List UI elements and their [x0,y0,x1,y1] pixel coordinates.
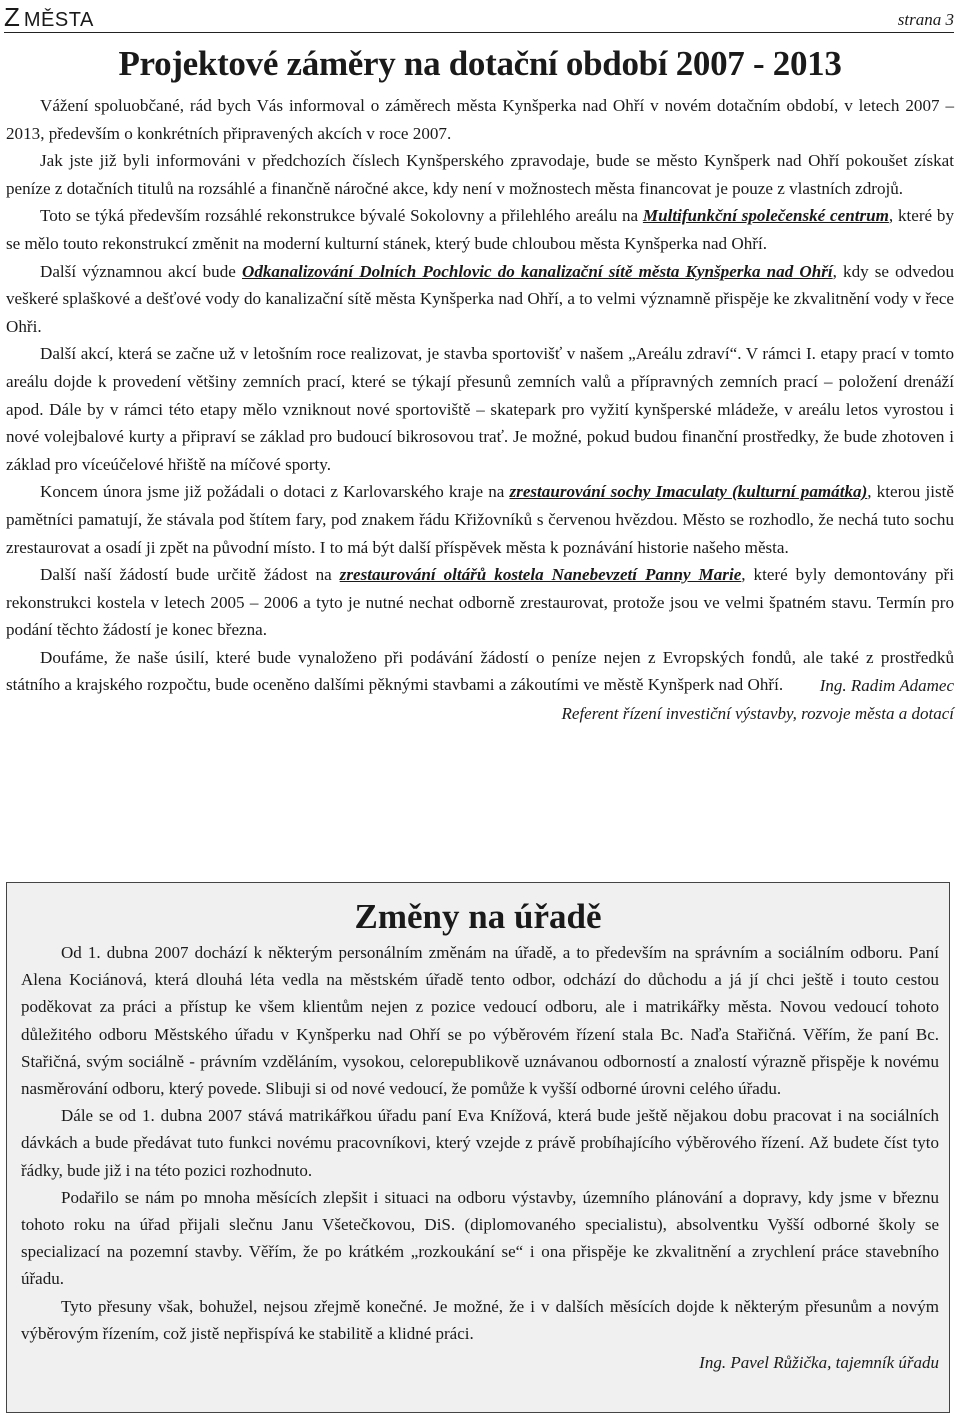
box-title: Změny na úřadě [354,897,602,936]
paragraph-text: , kterou jistě pamětníci pamatují, že stávala pod štítem fary, pod znakem řádu Křižovníků s červenou hvězdou. Město se rozhodlo, že nechá tuto sochu zrestaurovat a osadí ji zpět na původní místo. I to má být další příspěvek města k poznávání historie našeho města. [6,482,954,557]
paragraph: Vážení spoluobčané, rád bych Vás informoval o záměrech města Kynšperka nad Ohří v novém dotačním období, v letech 2007 – 2013, především o konkrétních připravených akcích v roce 2007. [6,96,954,143]
box-body [21,939,939,1377]
paragraph: Podařilo se nám po mnoha měsících zlepšit i situaci na odboru výstavby, územního plánování a dopravy, kdy jsme v březnu tohoto roku na úřad přijali slečnu Janu Všetečkovou, DiS. (diplomovaného specialistu), absolventku Vyšší odborné školy se specializací na pozemní stavby. Věřím, že po krátkém „rozkoukání se“ i ona přispěje ke zkvalitnění a zrychlení práce stavebního úřadu. [21,1187,939,1289]
article-body [6,92,954,727]
office-changes-box [6,882,950,1413]
paragraph [6,258,954,341]
project-highlight: Multifunkční společenské centrum [642,206,889,226]
paragraph: Doufáme, že naše úsilí, které bude vynaloženo při podávání žádostí o peníze nejen z Evropských fondů, ale také z prostředků státního a krajského rozpočtu, bude oceněno dalšími pěknými stavbami a zákoutími ve městě Kynšperk nad Ohří. [6,647,954,695]
paragraph-text: , kdy se odvedou veškeré splaškové a dešťové vody do kanalizační sítě města Kynšperka nad Ohří, a to velmi významně přispěje ke zkvalitnění vody v řece Ohři. [6,261,954,336]
paragraph [6,478,954,561]
author-name: Ing. Radim Adamec [819,676,954,696]
page-number: strana 3 [897,10,954,29]
project-highlight: Odkanalizování Dolních Pochlovic do kanalizační sítě města Kynšperka nad Ohří [241,261,833,281]
paragraph-text: Další významnou akcí bude [40,261,242,281]
paragraph: Jak jste již byli informováni v předchozích číslech Kynšperského zpravodaje, bude se město Kynšperk nad Ohří pokoušet získat peníze z dotačních titulů na rozsáhlé a finančně náročné akce, kdy není v možnostech města financovat je pouze z vlastních zdrojů. [6,151,954,198]
paragraph-text: Toto se týká především rozsáhlé rekonstrukce bývalé Sokolovny a přilehlého areálu na [40,206,643,226]
section-label [4,4,94,32]
paragraph-text: Další naší žádostí bude určitě žádost na [40,565,340,585]
paragraph [6,202,954,257]
project-highlight: zrestaurování oltářů kostela Nanebevzetí Panny Marie [339,565,742,585]
paragraph: Tyto přesuny však, bohužel, nejsou zřejmě konečné. Je možné, že i v dalších měsících dojde k některým přesunům a novým výběrovým řízením, což jistě nepřispívá ke stabilitě a klidné práci. [21,1296,939,1343]
paragraph: Od 1. dubna 2007 dochází k některým personálním změnám na úřadě, a to především na správním a sociálním odboru. Paní Alena Kociánová, která dlouhá léta vedla na městském úřadě tento odbor, odchází do důchodu a já jí chci ještě i touto cestou poděkovat za práci a přístup ke všem klientům nejen z pozice vedoucí odboru, ale i matrikářky města. Novou vedoucí tohoto důležitého odboru Městského úřadu v Kynšperku nad Ohří se po výběrovém řízení stala Bc. Naďa Stařičná. Věřím, že paní Bc. Stařičná, svým sociálně - právním vzděláním, vysokou, celorepublikově uznávanou odborností a znalostí výrazně přispěje k novému nasměrování odboru, který povede. Slibuji si od nové vedoucí, že pomůže k vyšší odborné úrovni celého úřadu. [21,943,939,1099]
project-highlight: zrestaurování sochy Imaculaty (kulturní památka) [509,482,868,502]
section-name: MĚSTA [23,9,94,31]
paragraph-text: Koncem února jsme již požádali o dotaci z Karlovarského kraje na [40,482,510,502]
paragraph-text: , které byly demontovány při rekonstrukci kostela v letech 2005 – 2006 a tyto je nutné nechat odborně zrestaurovat, protože jsou ve velmi špatném stavu. Termín pro podání těchto žádostí je konec března. [6,565,954,640]
article-title: Projektové záměry na dotační období 2007 - 2013 [118,44,842,83]
paragraph: Dále se od 1. dubna 2007 stává matrikářkou úřadu paní Eva Knížová, která bude ještě nějakou dobu pracovat i na sociálních dávkách a bude předávat tuto funkci novému pracovníkovi, který vzejde z právě probíhajícího výběrového řízení. Až budete číst tyto řádky, bude již i na této pozici rozhodnuto. [21,1106,939,1180]
page-header [4,2,954,33]
paragraph: Další akcí, která se začne už v letošním roce realizovat, je stavba sportovišť v našem „Areálu zdraví“. V rámci I. etapy prací v tomto areálu dojde k provedení většiny zemních prací, které se týkají přesunů zemních valů a přípravných zemních prací – položení drenáží apod. Dále by v rámci této etapy mělo vzniknout nové sportoviště – skatepark pro vyžití kynšperské mládeže, v areálu letos vyrostou i nové volejbalové kurty a připraví se základ pro budoucí bikrosovou trať. Je možné, pokud budou finanční prostředky, že bude zhotoven i základ pro víceúčelové hřiště na míčové sporty. [6,344,954,474]
paragraph-text: , které by se mělo touto rekonstrukcí změnit na moderní kulturní stánek, který bude chloubou města Kynšperka nad Ohří. [6,206,954,253]
section-initial: Z [4,2,20,32]
box-signature: Ing. Pavel Růžička, tajemník úřadu [699,1353,939,1373]
author-role: Referent řízení investiční výstavby, rozvoje města a dotací [561,703,954,723]
paragraph [6,561,954,644]
